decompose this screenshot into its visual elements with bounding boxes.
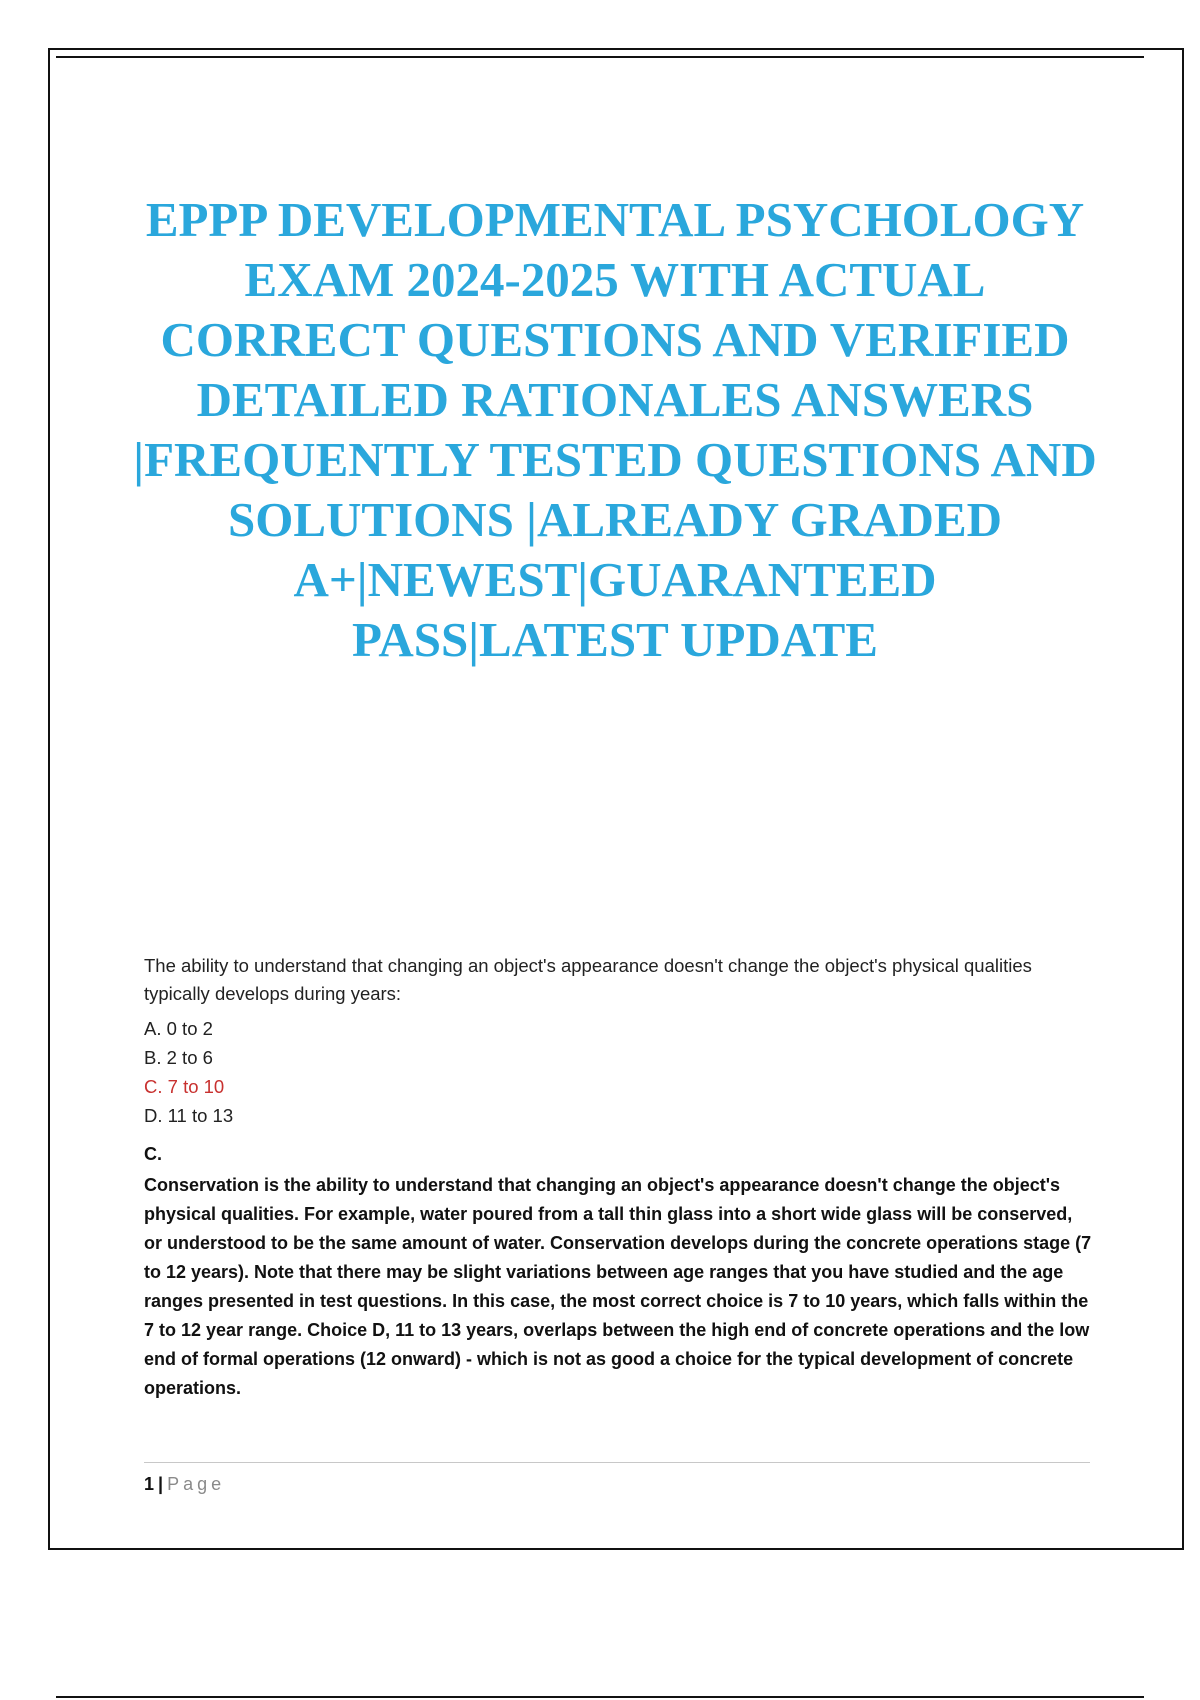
question-text: The ability to understand that changing an object's appearance doesn't change the object's physical qualities typically develops during years: [144, 955, 1032, 1004]
option-c-correct: C. 7 to 10 [144, 1076, 225, 1097]
document-title: EPPP DEVELOPMENTAL PSYCHOLOGY EXAM 2024-2025 WITH ACTUAL CORRECT QUESTIONS AND VERIFIED DETAILED RATIONALES ANSWERS |FREQUENTLY TESTED QUESTIONS AND SOLUTIONS |ALREADY GRADED A+|NEWEST|GUARANTEED PASS|LATEST UPDATE [133, 192, 1097, 667]
answer-options [144, 1014, 1084, 1130]
top-rule [56, 56, 1144, 58]
option-d: D. 11 to 13 [144, 1105, 234, 1126]
page-footer [144, 1470, 225, 1498]
bottom-rule [56, 1696, 1144, 1698]
answer-letter: C. [144, 1144, 162, 1164]
answer-rationale: Conservation is the ability to understand that changing an object's appearance doesn't change the object's physical qualities. For example, water poured from a tall thin glass into a short wide glass will be conserved, or understood to be the same amount of water. Conservation develops during the concrete operations stage (7 to 12 years). Note that there may be slight variations between age ranges that you have studied and the age ranges presented in test questions. In this case, the most correct choice is 7 to 10 years, which falls within the 7 to 12 year range. Choice D, 11 to 13 years, overlaps between the high end of concrete operations and the low end of formal operations (12 onward) - which is not as good a choice for the typical development of concrete operations. [144, 1175, 1092, 1398]
answer-block [144, 1140, 1094, 1403]
question-block [144, 952, 1084, 1130]
page-separator: | [158, 1474, 164, 1494]
page-number: 1 [144, 1474, 155, 1494]
option-b: B. 2 to 6 [144, 1047, 213, 1068]
option-a: A. 0 to 2 [144, 1018, 213, 1039]
page-word: Page [167, 1474, 226, 1494]
footer-rule [144, 1462, 1090, 1463]
